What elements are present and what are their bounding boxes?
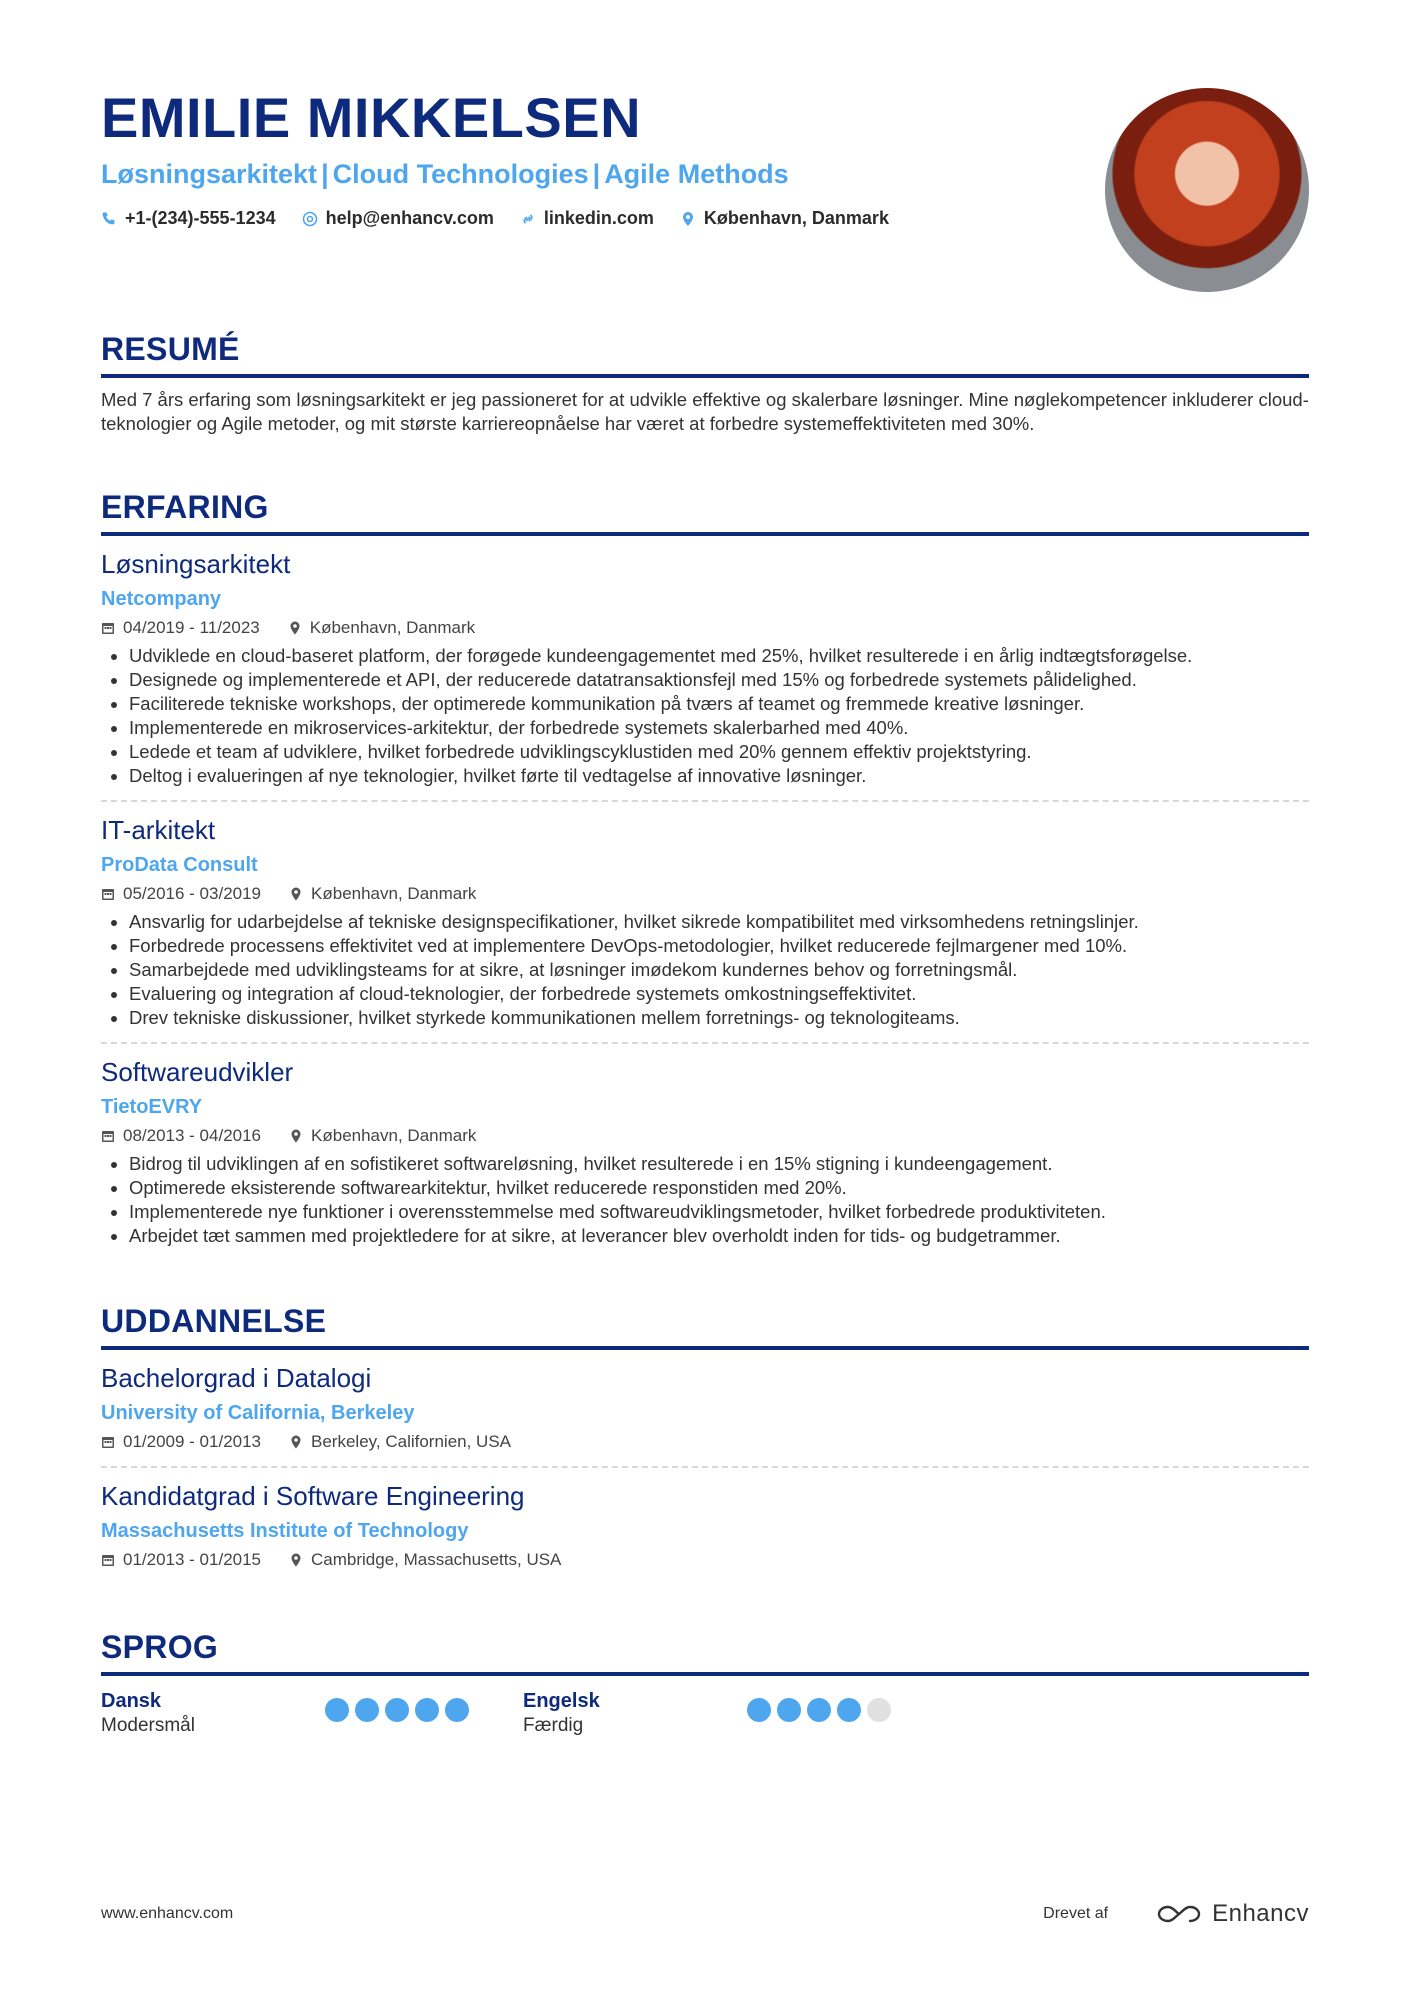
language-item <box>523 1688 945 1738</box>
company-name: Netcompany <box>101 588 222 610</box>
job-title: IT-arkitekt <box>101 815 216 845</box>
achievement-item: • Arbejdet tæt sammen med projektledere for at sikre, at leverancer blev overholdt inden for tids- og budgetrammer. <box>129 1224 1309 1248</box>
achievement-item: • Evaluering og integration af cloud-teknologier, der forbedrede systemets omkostningseffektivitet. <box>129 982 1309 1006</box>
location-pin-icon <box>289 1553 303 1567</box>
at-icon <box>302 211 318 227</box>
achievement-item: • Samarbejdede med udviklingsteams for at sikre, at løsninger imødekom kundernes behov og forretningsmål. <box>129 958 1309 982</box>
language-name: Engelsk <box>523 1690 600 1712</box>
phone-icon <box>101 211 117 227</box>
rating-dot <box>445 1698 469 1722</box>
location-pin-icon <box>680 211 696 227</box>
education-entry <box>101 1468 1309 1584</box>
candidate-name: EMILIE MIKKELSEN <box>101 86 642 149</box>
language-level: Modersmål <box>101 1715 195 1736</box>
achievement-item: • Udviklede en cloud-baseret platform, der forøgede kundeengagementet med 25%, hvilket resulterede i en årlig indtægtsforøgelse. <box>129 644 1309 668</box>
contact-email[interactable]: help@enhancv.com <box>302 208 494 229</box>
rating-dot <box>867 1698 891 1722</box>
company-name: ProData Consult <box>101 854 258 876</box>
achievement-item: • Forbedrede processens effektivitet ved at implementere DevOps-metodologier, hvilket reducerede fejlmargener med 10%. <box>129 934 1309 958</box>
achievement-item: • Ledede et team af udviklere, hvilket forbedrede udviklingscyklustiden med 20% gennem effektiv projektstyring. <box>129 740 1309 764</box>
profile-photo <box>1105 88 1309 292</box>
contact-linkedin[interactable]: linkedin.com <box>520 208 654 229</box>
headline-item: Løsningsarkitekt <box>101 159 318 189</box>
experience-entry <box>101 802 1309 1044</box>
calendar-icon <box>101 621 115 635</box>
summary-section <box>101 330 1309 436</box>
contact-phone[interactable]: +1-(234)-555-1234 <box>101 208 276 229</box>
footer-website-link[interactable]: www.enhancv.com <box>101 1905 234 1922</box>
headline-item: Agile Methods <box>604 159 789 189</box>
headline: Løsningsarkitekt | Cloud Technologies | Agile Methods <box>101 159 789 189</box>
location-pin-icon <box>289 887 303 901</box>
section-title-languages: SPROG <box>101 1628 1309 1676</box>
rating-dot <box>837 1698 861 1722</box>
degree-title: Bachelorgrad i Datalogi <box>101 1363 372 1393</box>
experience-section <box>101 488 1309 1260</box>
degree-title: Kandidatgrad i Software Engineering <box>101 1481 525 1511</box>
brand-name: Enhancv <box>1212 1900 1309 1927</box>
rating-dot <box>807 1698 831 1722</box>
achievement-list <box>101 644 1309 788</box>
job-title: Softwareudvikler <box>101 1057 294 1087</box>
language-list <box>101 1688 1309 1738</box>
achievement-list <box>101 910 1309 1030</box>
section-title-education: UDDANNELSE <box>101 1302 1309 1350</box>
headline-item: Cloud Technologies <box>332 159 589 189</box>
entry-meta: 05/2016 - 03/2019 København, Danmark <box>101 882 1309 906</box>
education-section <box>101 1302 1309 1584</box>
achievement-item: • Bidrog til udviklingen af en sofistikeret softwareløsning, hvilket resulterede i en 15% stigning i kundeengagement. <box>129 1152 1309 1176</box>
achievement-item: • Implementerede en mikroservices-arkitektur, der forbedrede systemets skalerbarhed med 40%. <box>129 716 1309 740</box>
powered-by-label: Drevet af <box>1043 1905 1109 1922</box>
calendar-icon <box>101 1129 115 1143</box>
link-icon <box>520 211 536 227</box>
rating-dot <box>325 1698 349 1722</box>
location-pin-icon <box>289 1129 303 1143</box>
calendar-icon <box>101 1435 115 1449</box>
school-name: Massachusetts Institute of Technology <box>101 1520 469 1542</box>
page-footer <box>101 1900 1309 1928</box>
entry-meta: 04/2019 - 11/2023 København, Danmark <box>101 616 1309 640</box>
enhancv-logo[interactable] <box>1156 1900 1309 1928</box>
entry-meta: 08/2013 - 04/2016 København, Danmark <box>101 1124 1309 1148</box>
resume-header <box>101 0 1309 250</box>
contact-location: København, Danmark <box>680 208 889 229</box>
location-pin-icon <box>289 1435 303 1449</box>
achievement-item: • Drev tekniske diskussioner, hvilket styrkede kommunikationen mellem forretnings- og teknologiteams. <box>129 1006 1309 1030</box>
rating-dot <box>777 1698 801 1722</box>
location-pin-icon <box>288 621 302 635</box>
rating-dot <box>385 1698 409 1722</box>
experience-entry <box>101 1044 1309 1260</box>
summary-text: Med 7 års erfaring som løsningsarkitekt er jeg passioneret for at udvikle effektive og skalerbare løsninger. Mine nøglekompetencer inkluderer cloud-teknologier og Agile metoder, og mit største karriereopnåelse har været at forbedre systemeffektiviteten med 30%. <box>101 389 1309 434</box>
calendar-icon <box>101 887 115 901</box>
achievement-item: • Ansvarlig for udarbejdelse af tekniske designspecifikationer, hvilket sikrede kompatibilitet med virksomhedens retningslinjer. <box>129 910 1309 934</box>
school-name: University of California, Berkeley <box>101 1402 415 1424</box>
language-rating <box>325 1698 469 1738</box>
company-name: TietoEVRY <box>101 1096 203 1118</box>
achievement-list <box>101 1152 1309 1248</box>
language-name: Dansk <box>101 1690 162 1712</box>
enhancv-logo-icon <box>1156 1903 1202 1925</box>
language-rating <box>747 1698 891 1738</box>
achievement-item: • Implementerede nye funktioner i overensstemmelse med softwareudviklingsmetoder, hvilket forbedrede produktiviteten. <box>129 1200 1309 1224</box>
section-title-summary: RESUMÉ <box>101 330 1309 378</box>
language-level: Færdig <box>523 1715 584 1736</box>
rating-dot <box>355 1698 379 1722</box>
calendar-icon <box>101 1553 115 1567</box>
language-item <box>101 1688 523 1738</box>
section-title-experience: ERFARING <box>101 488 1309 536</box>
achievement-item: • Optimerede eksisterende softwarearkitektur, hvilket reducerede responstiden med 20%. <box>129 1176 1309 1200</box>
languages-section <box>101 1628 1309 1738</box>
job-title: Løsningsarkitekt <box>101 549 291 579</box>
achievement-item: • Designede og implementerede et API, der reducerede datatransaktionsfejl med 15% og forbedrede systemets pålidelighed. <box>129 668 1309 692</box>
entry-meta: 01/2013 - 01/2015 Cambridge, Massachusetts, USA <box>101 1548 1309 1572</box>
rating-dot <box>415 1698 439 1722</box>
achievement-item: • Faciliterede tekniske workshops, der optimerede kommunikation på tværs af teamet og fremmede kreative løsninger. <box>129 692 1309 716</box>
entry-meta: 01/2009 - 01/2013 Berkeley, Californien, USA <box>101 1430 1309 1454</box>
achievement-item: • Deltog i evalueringen af nye teknologier, hvilket førte til vedtagelse af innovative løsninger. <box>129 764 1309 788</box>
education-entry <box>101 1350 1309 1468</box>
experience-entry <box>101 536 1309 802</box>
rating-dot <box>747 1698 771 1722</box>
